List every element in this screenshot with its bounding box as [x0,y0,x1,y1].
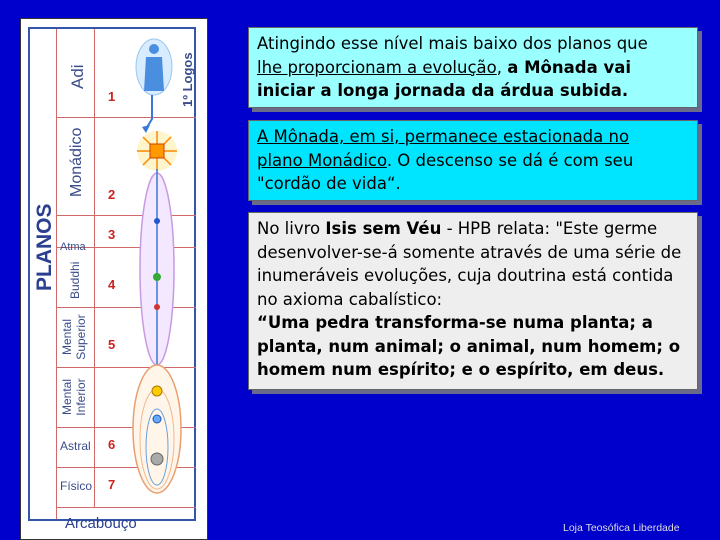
box3-intro-b: - HPB relata: "Este germe desenvolver-se-á somente através de uma série de inumeráveis evoluções, cuja doutrina está contida no axioma cabalístico: [257,219,682,309]
box1-bold-a: a Mônada vai [507,57,631,77]
text-box-jornada [248,27,698,108]
logos-label: 1º Logos [180,52,195,107]
plane-number-5: 5 [108,337,116,352]
logos-figure-icon [136,39,172,95]
box2-line2 [257,149,689,173]
plane-separator [57,507,196,508]
box2-line3: "cordão de vida“. [257,174,401,193]
box1-line1: Atingindo esse nível mais baixo dos planos que [257,34,648,53]
box3-intro-a: No livro [257,219,326,238]
box1-separator: , [496,57,508,77]
plane-label-monadico: Monádico [68,127,85,197]
box3-quote: “Uma pedra transforma-se numa planta; a planta, num animal; o animal, num homem; o homem num espírito; e o espírito, em deus. [257,313,681,379]
box1-line3: iniciar a longa jornada da árdua subida. [257,81,629,100]
diagram-title: PLANOS [33,203,56,291]
plane-number-3: 3 [108,227,116,242]
plane-label-fisico: Físico [60,479,93,493]
box3-book-title: Isis sem Véu [325,219,442,238]
box2-line1: A Mônada, em si, permanece estacionada no [257,127,630,146]
descent-arrow-icon [146,95,152,129]
plane-number-6: 6 [108,437,116,452]
box1-line2 [257,56,689,80]
planes-diagram [20,18,208,540]
plane-label-atma: Atma [60,241,86,253]
plane-number-1: 1 [108,89,116,104]
text-box-monada [248,120,698,201]
plane-label-astral: Astral [60,439,91,453]
footer-credit: Loja Teosófica Liberdade [563,522,680,534]
plane-number-4: 4 [108,277,116,292]
box2-line2-rest: . O descenso se dá é com seu [386,150,634,170]
box1-underlined: lhe proporcionam a evolução [257,57,497,77]
plane-label-mental-superior: Mental Superior [60,314,88,360]
monad-descent-illustration [30,29,194,507]
text-box-isis [248,212,698,390]
diagram-frame [28,27,196,521]
diagram-caption: Arcabouço [65,515,137,532]
monad-sun-icon [137,131,177,171]
plane-number-7: 7 [108,477,116,492]
plane-label-adi: Adi [68,64,87,89]
plane-label-mental-inferior: Mental Inferior [60,378,88,416]
plane-number-2: 2 [108,187,116,202]
plane-label-buddhi: Buddhi [68,261,82,299]
box2-underlined: plano Monádico [257,150,387,170]
